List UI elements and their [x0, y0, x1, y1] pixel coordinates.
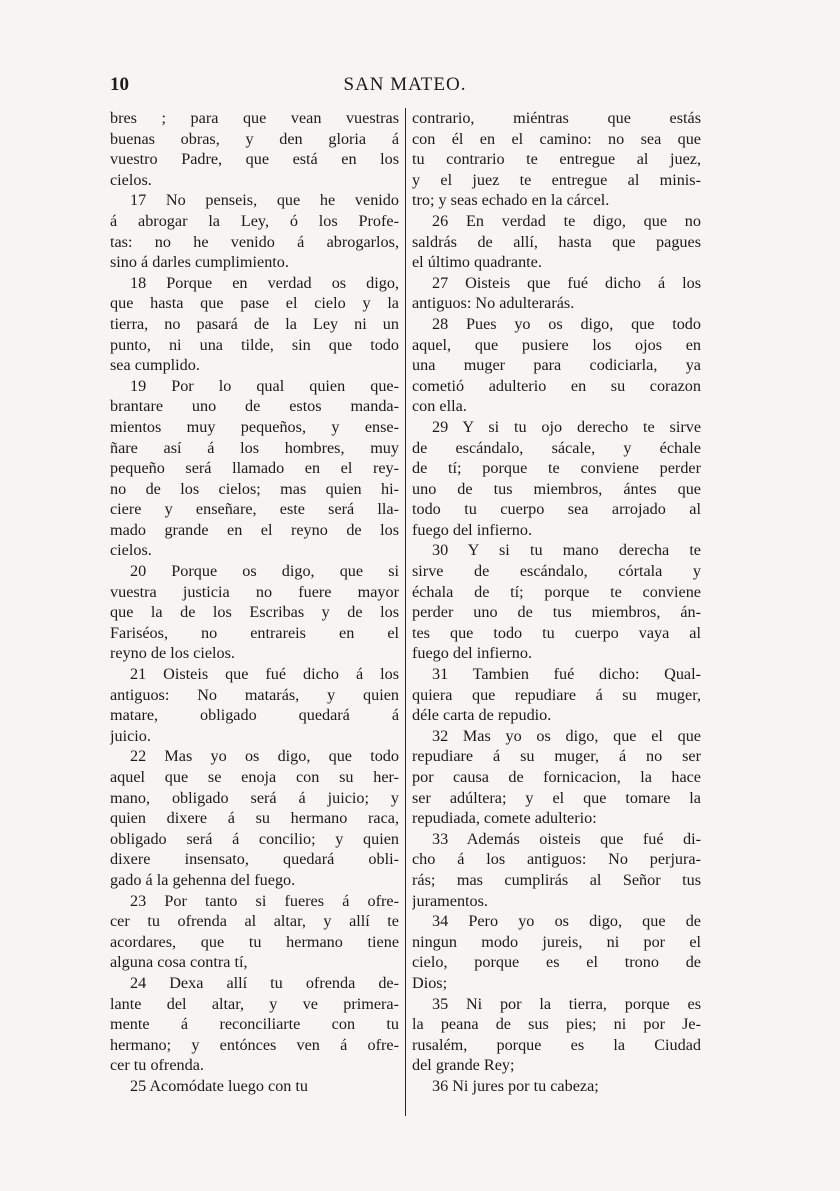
text-line: ñare así á los hombres, muy: [110, 438, 399, 457]
text-line: hermano; y entónces ven á ofre-: [110, 1035, 399, 1054]
text-line: buenas obras, y den gloria á: [110, 129, 399, 148]
text-line: cer tu ofrenda.: [110, 1056, 204, 1075]
text-line: cho á los antiguos: No perjura-: [412, 850, 701, 869]
text-line: cielos.: [110, 541, 152, 560]
text-line: sirve de escándalo, córtala y: [412, 562, 701, 581]
text-line: juicio.: [110, 726, 151, 745]
text-line: aquel, que pusiere los ojos en: [412, 335, 701, 354]
text-line: que hasta que pase el cielo y la: [110, 294, 399, 313]
verse-start-line: 36 Ni jures por tu cabeza;: [432, 1076, 599, 1095]
verse-start-line: 34 Pero yo os digo, que de: [432, 912, 701, 931]
text-line: quien dixere á su hermano raca,: [110, 809, 399, 828]
page-number: 10: [110, 74, 129, 95]
text-line: ser adúltera; y el que tomare la: [412, 788, 701, 807]
text-line: que la de los Escribas y de los: [110, 603, 399, 622]
text-line: una muger para codiciarla, ya: [412, 356, 701, 375]
verse-start-line: 22 Mas yo os digo, que todo: [130, 747, 399, 766]
text-line: de tí; porque te conviene perder: [412, 459, 701, 478]
text-line: échala de tí; porque te conviene: [412, 582, 701, 601]
text-line: dixere insensato, quedará obli-: [110, 850, 399, 869]
text-line: déle carta de repudio.: [412, 706, 552, 725]
text-line: mado grande en el reyno de los: [110, 520, 399, 539]
verse-start-line: 20 Porque os digo, que si: [130, 562, 399, 581]
text-line: mano, obligado será á juicio; y: [110, 788, 399, 807]
text-line: con ella.: [412, 397, 467, 416]
verse-start-line: 27 Oisteis que fué dicho á los: [432, 273, 701, 292]
page-header: [110, 74, 700, 102]
text-line: Fariséos, no entrareis en el: [110, 623, 399, 642]
text-line: cer tu ofrenda al altar, y allí te: [110, 912, 399, 931]
text-line: fuego del infierno.: [412, 520, 533, 539]
text-line: cometió adulterio en su corazon: [412, 376, 701, 395]
text-line: ciere y enseñare, este será lla-: [110, 500, 399, 519]
text-line: ningun modo jureis, ni por el: [412, 932, 701, 951]
text-line: bres ; para que vean vuestras: [110, 109, 399, 127]
text-line: repudiare á su muger, á no ser: [412, 747, 701, 766]
text-line: por causa de fornicacion, la hace: [412, 768, 701, 786]
text-line: repudiada, comete adulterio:: [412, 809, 597, 828]
text-line: lante del altar, y ve primera-: [110, 994, 399, 1013]
text-line: Dios;: [412, 973, 448, 992]
text-line: sino á darles cumplimiento.: [110, 253, 289, 272]
text-line: reyno de los cielos.: [110, 644, 235, 663]
text-line: alguna cosa contra tí,: [110, 953, 248, 972]
text-line: á abrogar la Ley, ó los Profe-: [110, 211, 399, 230]
text-line: matare, obligado quedará á: [110, 706, 399, 725]
text-line: sea cumplido.: [110, 356, 200, 375]
text-line: cielos.: [110, 170, 152, 189]
verse-start-line: 24 Dexa allí tu ofrenda de-: [130, 973, 399, 992]
verse-start-line: 25 Acomódate luego con tu: [130, 1076, 309, 1095]
text-line: tes que todo tu cuerpo vaya al: [412, 623, 701, 642]
text-line: fuego del infierno.: [412, 644, 533, 663]
verse-start-line: 21 Oisteis que fué dicho á los: [130, 665, 399, 684]
verse-start-line: 17 No penseis, que he venido: [130, 191, 399, 210]
text-line: acordares, que tu hermano tiene: [110, 932, 399, 951]
text-line: la peana de sus pies; ni por Je-: [412, 1015, 701, 1034]
text-line: perder uno de tus miembros, án-: [412, 603, 701, 622]
text-line: brantare uno de estos manda-: [110, 397, 399, 416]
left-text-column: [110, 108, 399, 1097]
verse-start-line: 19 Por lo qual quien que-: [130, 376, 399, 395]
text-line: antiguos: No matarás, y quien: [110, 685, 399, 704]
text-line: rás; mas cumplirás al Señor tus: [412, 870, 701, 889]
text-line: tro; y seas echado en la cárcel.: [412, 191, 610, 210]
text-line: de escándalo, sácale, y échale: [412, 438, 701, 457]
text-line: tu contrario te entregue al juez,: [412, 150, 701, 169]
text-line: obligado será á concilio; y quien: [110, 829, 399, 848]
text-line: tierra, no pasará de la Ley ni un: [110, 314, 399, 333]
text-line: punto, ni una tilde, sin que todo: [110, 335, 399, 354]
column-divider: [405, 108, 406, 1116]
text-line: uno de tus miembros, ántes que: [412, 479, 701, 498]
text-line: vuestro Padre, que está en los: [110, 150, 399, 169]
text-line: todo tu cuerpo sea arrojado al: [412, 500, 701, 519]
text-line: mientos muy pequeños, y ense-: [110, 417, 399, 436]
text-line: no de los cielos; mas quien hi-: [110, 479, 399, 498]
verse-start-line: 29 Y si tu ojo derecho te sirve: [432, 417, 701, 436]
text-line: el último quadrante.: [412, 253, 542, 272]
verse-start-line: 33 Además oisteis que fué di-: [432, 829, 701, 848]
verse-start-line: 32 Mas yo os digo, que el que: [432, 726, 701, 745]
text-line: pequeño será llamado en el rey-: [110, 459, 399, 478]
text-line: saldrás de allí, hasta que pagues: [412, 232, 701, 251]
text-line: vuestra justicia no fuere mayor: [110, 582, 399, 601]
verse-start-line: 30 Y si tu mano derecha te: [432, 541, 701, 560]
text-line: juramentos.: [412, 891, 488, 910]
verse-start-line: 26 En verdad te digo, que no: [432, 211, 701, 230]
verse-start-line: 23 Por tanto si fueres á ofre-: [130, 891, 399, 910]
text-line: cielo, porque es el trono de: [412, 953, 701, 972]
text-line: rusalém, porque es la Ciudad: [412, 1035, 701, 1054]
text-line: mente á reconciliarte con tu: [110, 1015, 399, 1034]
verse-start-line: 18 Porque en verdad os digo,: [130, 273, 399, 292]
verse-start-line: 28 Pues yo os digo, que todo: [432, 314, 701, 333]
verse-start-line: 35 Ni por la tierra, porque es: [432, 994, 701, 1013]
verse-start-line: 31 Tambien fué dicho: Qual-: [432, 665, 701, 684]
text-line: quiera que repudiare á su muger,: [412, 685, 701, 704]
text-line: y el juez te entregue al minis-: [412, 170, 701, 189]
text-line: contrario, miéntras que estás: [412, 109, 701, 127]
right-text-column: [412, 108, 701, 1097]
text-line: antiguos: No adulterarás.: [412, 294, 575, 313]
text-line: del grande Rey;: [412, 1056, 515, 1075]
text-line: gado á la gehenna del fuego.: [110, 870, 296, 889]
running-title: SAN MATEO.: [343, 74, 467, 95]
text-line: tas: no he venido á abrogarlos,: [110, 232, 399, 251]
text-line: con él en el camino: no sea que: [412, 129, 701, 148]
text-line: aquel que se enoja con su her-: [110, 768, 399, 786]
